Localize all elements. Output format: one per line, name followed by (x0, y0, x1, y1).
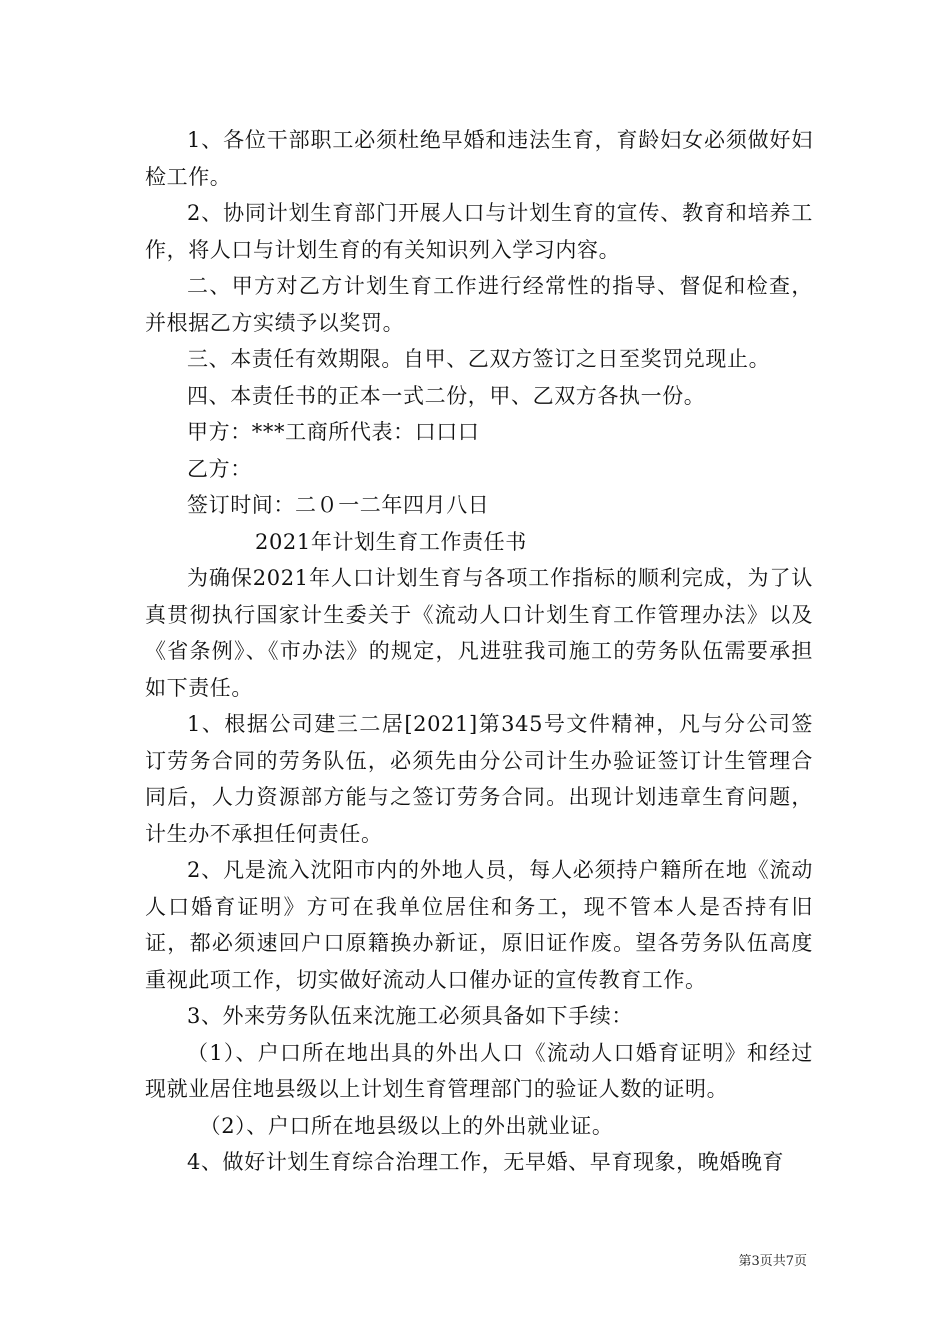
paragraph-item-1: 1、各位干部职工必须杜绝早婚和违法生育，育龄妇女必须做好妇检工作。 (145, 128, 813, 189)
responsibility-item-2: 2、凡是流入沈阳市内的外地人员，每人必须持户籍所在地《流动人口婚育证明》方可在我单位居住和务工，现不管本人是否持有旧证，都必须速回户口原籍换办新证，原旧证作废。望各劳务队伍高度重视此项工作，切实做好流动人口催办证的宣传教育工作。 (145, 858, 813, 992)
procedure-item-2: （2）、户口所在地县级以上的外出就业证。 (199, 1113, 614, 1138)
paragraph-item-2: 2、协同计划生育部门开展人口与计划生育的宣传、教育和培养工作，将人口与计划生育的有关知识列入学习内容。 (145, 201, 813, 262)
responsibility-item-1: 1、根据公司建三二居[2021]第345号文件精神，凡与分公司签订劳务合同的劳务队伍，必须先由分公司计生办验证签订计生管理合同后，人力资源部方能与之签订劳务合同。出现计划违章生育问题，计生办不承担任何责任。 (145, 712, 813, 846)
paragraph-section-3: 三、本责任有效期限。自甲、乙双方签订之日至奖罚兑现止。 (187, 347, 771, 371)
document-body (145, 122, 813, 1181)
page-number-footer: 第3页共7页 (738, 1254, 807, 1269)
signature-party-a: 甲方：***工商所代表：口口口 (187, 420, 480, 444)
signature-party-b: 乙方： (187, 456, 252, 481)
document-title: 2021年计划生育工作责任书 (255, 529, 527, 554)
procedure-item-1: （1）、户口所在地出具的外出人口《流动人口婚育证明》和经过现就业居住地县级以上计划生育管理部门的验证人数的证明。 (145, 1040, 813, 1101)
responsibility-item-3: 3、外来劳务队伍来沈施工必须具备如下手续： (187, 1004, 633, 1028)
signing-date: 签订时间：二０一二年四月八日 (187, 493, 490, 517)
responsibility-item-4: 4、做好计划生育综合治理工作，无早婚、早育现象，晚婚晚育 (187, 1150, 785, 1174)
intro-paragraph: 为确保2021年人口计划生育与各项工作指标的顺利完成，为了认真贯彻执行国家计生委关于《流动人口计划生育工作管理办法》以及《省条例》、《市办法》的规定，凡进驻我司施工的劳务队伍需要承担如下责任。 (145, 566, 813, 700)
paragraph-section-2: 二、甲方对乙方计划生育工作进行经常性的指导、督促和检查，并根据乙方实绩予以奖罚。 (145, 274, 813, 335)
paragraph-section-4: 四、本责任书的正本一式二份，甲、乙双方各执一份。 (187, 383, 706, 408)
